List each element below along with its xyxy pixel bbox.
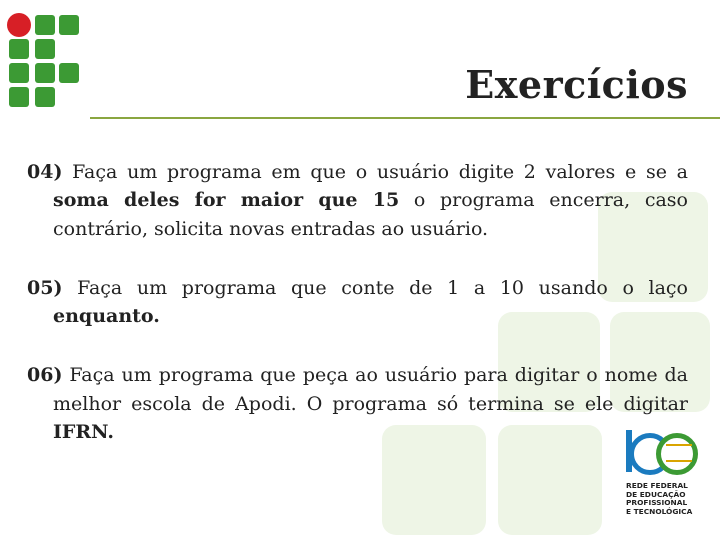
logo-square (9, 87, 29, 107)
exercise-item (27, 158, 688, 243)
exercise-number: 04) (27, 161, 63, 183)
seal-text: REDE FEDERAL DE EDUCAÇÃO PROFISSIONAL E TECNOLÓGICA (626, 481, 693, 516)
logo-square (35, 15, 55, 35)
exercise-item (27, 361, 688, 446)
exercise-text-bold: IFRN. (53, 421, 114, 444)
institute-logo (9, 15, 83, 111)
exercise-list (27, 158, 688, 477)
logo-square (59, 63, 79, 83)
exercise-text: Faça um programa que conte de 1 a 10 usando o laço (62, 276, 688, 299)
exercise-number: 06) (27, 364, 63, 387)
logo-square (35, 87, 55, 107)
logo-red-dot (7, 13, 31, 37)
exercise-text: Faça um programa em que o usuário digite 2 valores e se a (62, 161, 688, 183)
exercise-text-end: o programa encerra, caso contrário, solicita novas entradas ao usuário. (53, 189, 688, 240)
logo-square (59, 15, 79, 35)
logo-square (9, 63, 29, 83)
exercise-text: Faça um programa que peça ao usuário para digitar o nome da melhor escola de Apodi. O programa só termina se ele digitar (53, 364, 688, 415)
logo-square (9, 39, 29, 59)
exercise-item (27, 274, 688, 331)
seal-gold-band (666, 444, 692, 462)
logo-square (35, 39, 55, 59)
exercise-number: 05) (27, 276, 63, 299)
exercise-text-bold: enquanto. (53, 305, 160, 328)
title-divider (90, 117, 720, 119)
exercise-text-bold: soma deles for maior que 15 (53, 189, 400, 212)
logo-square (35, 63, 55, 83)
centenary-seal (626, 430, 701, 530)
page-title: Exercícios (465, 62, 688, 107)
